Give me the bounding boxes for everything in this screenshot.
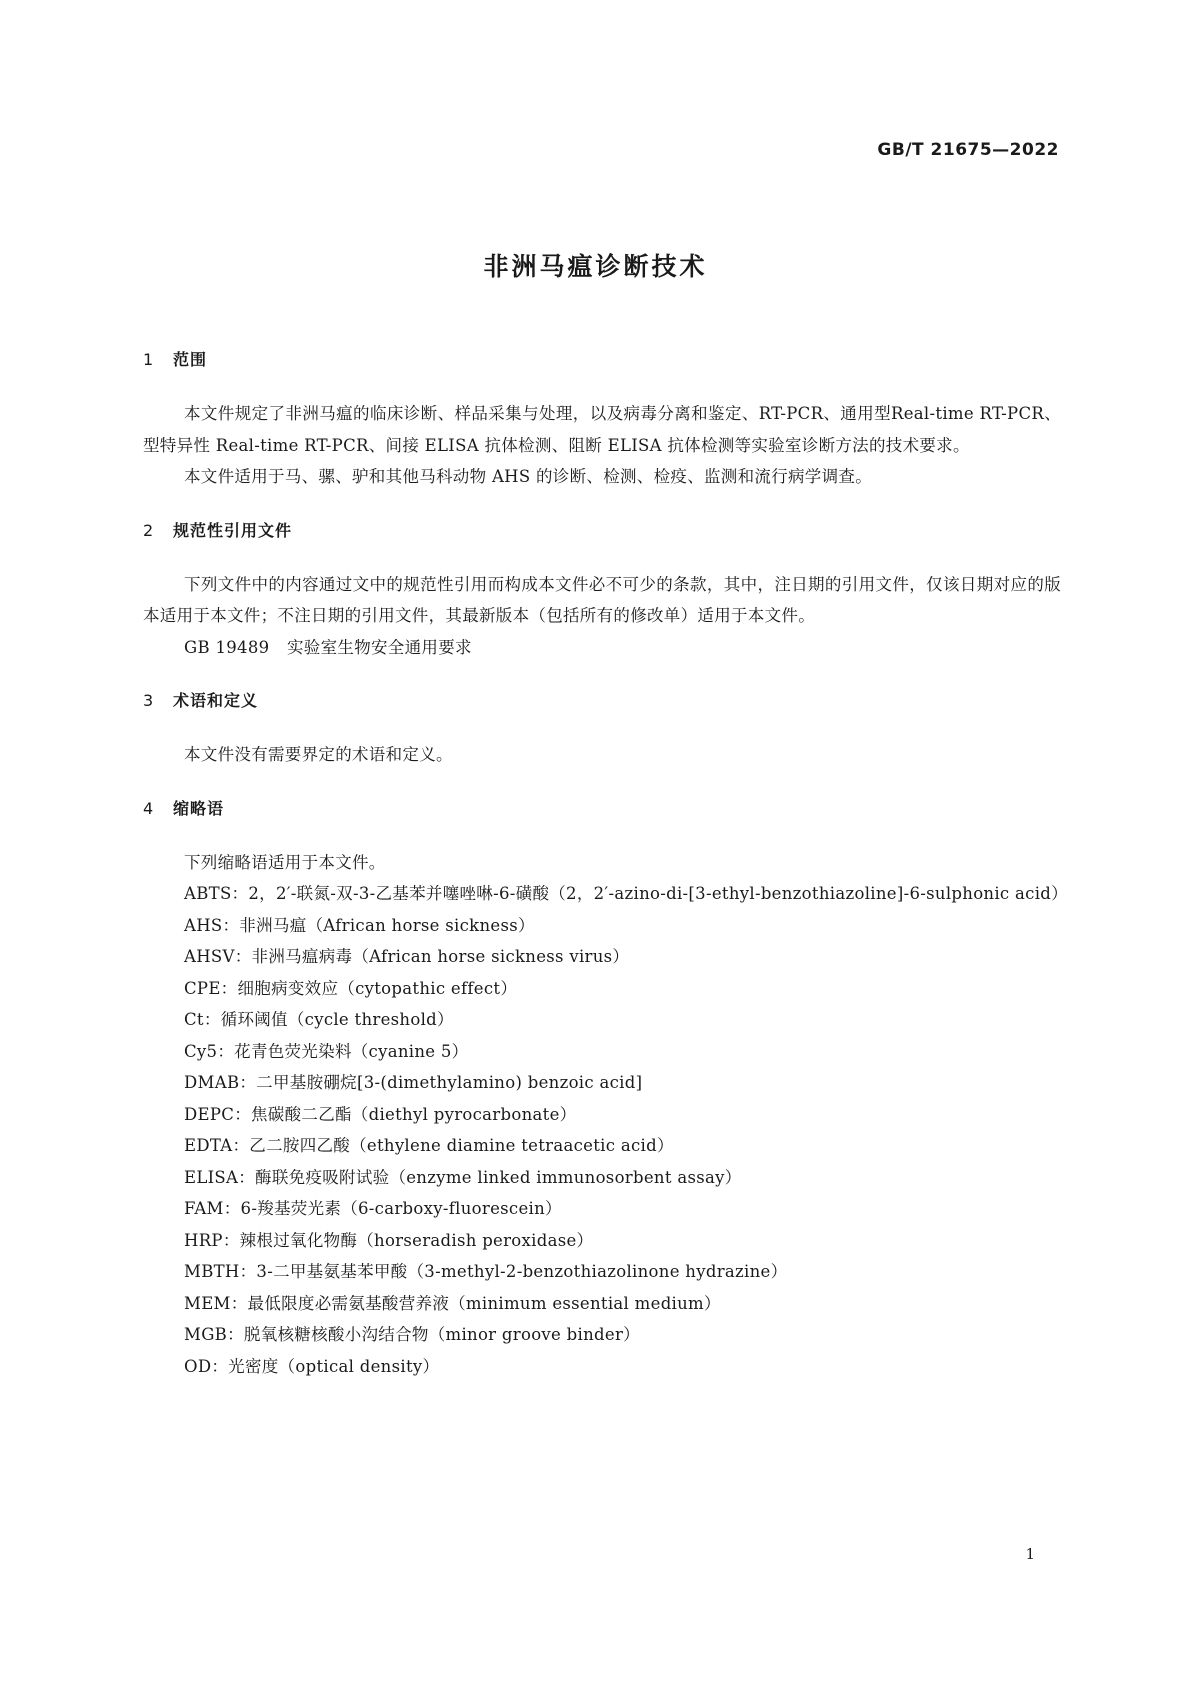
reference-code: GB 19489: [184, 637, 270, 657]
abbreviation-item: AHS：非洲马瘟（African horse sickness）: [184, 915, 535, 935]
document-body: [143, 348, 1068, 1382]
section-number: 3: [143, 691, 155, 710]
paragraph: 下列文件中的内容通过文中的规范性引用而构成本文件必不可少的条款，其中，注日期的引用文件，仅该日期对应的版本适用于本文件；不注日期的引用文件，其最新版本（包括所有的修改单）适用于本文件。: [143, 574, 1061, 625]
document-title: 非洲马瘟诊断技术: [483, 252, 708, 281]
abbreviation-item: Ct：循环阈值（cycle threshold）: [184, 1010, 454, 1029]
paragraph: 本文件适用于马、骡、驴和其他马科动物 AHS 的诊断、检测、检疫、监测和流行病学调查。: [184, 467, 872, 486]
reference-entry: [143, 632, 1061, 664]
section-title: 规范性引用文件: [173, 520, 293, 540]
abbreviation-item: ELISA：酶联免疫吸附试验（enzyme linked immunosorbent assay）: [184, 1167, 742, 1187]
section-heading-abbreviations: [143, 797, 1061, 821]
abbreviation-item: HRP：辣根过氧化物酶（horseradish peroxidase）: [184, 1230, 594, 1250]
abbreviation-item: MBTH：3-二甲基氨基苯甲酸（3-methyl-2-benzothiazolinone hydrazine）: [184, 1262, 788, 1281]
paragraph: 本文件规定了非洲马瘟的临床诊断、样品采集与处理，以及病毒分离和鉴定、RT-PCR、通用型Real-time RT-PCR、型特异性 Real-time RT-PCR、间接 ELISA 抗体检测、阻断 ELISA 抗体检测等实验室诊断方法的技术要求。: [143, 404, 1061, 455]
abbreviation-item: OD：光密度（optical density）: [184, 1356, 440, 1376]
page-number: 1: [1025, 1545, 1035, 1563]
abbreviation-item: Cy5：花青色荧光染料（cyanine 5）: [184, 1041, 469, 1061]
abbreviation-item: EDTA：乙二胺四乙酸（ethylene diamine tetraacetic acid）: [184, 1136, 674, 1155]
abbreviation-item: CPE：细胞病变效应（cytopathic effect）: [184, 978, 518, 998]
standard-code: GB/T 21675—2022: [877, 140, 1059, 160]
section-number: 1: [143, 350, 155, 369]
section-title: 术语和定义: [173, 691, 259, 710]
section-title: 缩略语: [173, 798, 225, 818]
abbreviation-item: AHSV：非洲马瘟病毒（African horse sickness virus）: [184, 947, 630, 966]
section-number: 2: [143, 520, 155, 540]
section-heading-terms: [143, 689, 1061, 713]
abbreviation-item: ABTS：2，2′-联氮-双-3-乙基苯并噻唑啉-6-磺酸（2，2′-azino-di-[3-ethyl-benzothiazoline]-6-sulphonic acid）: [184, 884, 1068, 903]
abbreviation-item: DEPC：焦碳酸二乙酯（diethyl pyrocarbonate）: [184, 1104, 577, 1124]
paragraph: 下列缩略语适用于本文件。: [184, 852, 386, 872]
section-heading-scope: [143, 348, 1061, 372]
abbreviation-item: FAM：6-羧基荧光素（6-carboxy-fluorescein）: [184, 1199, 562, 1218]
section-number: 4: [143, 798, 155, 818]
section-title: 范围: [173, 350, 208, 369]
paragraph: 本文件没有需要界定的术语和定义。: [184, 745, 453, 764]
abbreviation-item: MEM：最低限度必需氨基酸营养液（minimum essential medium）: [184, 1293, 721, 1313]
abbreviation-item: DMAB：二甲基胺硼烷[3-(dimethylamino) benzoic acid]: [184, 1073, 643, 1092]
section-heading-normative-references: [143, 519, 1061, 543]
reference-title: 实验室生物安全通用要求: [287, 637, 472, 657]
abbreviation-item: MGB：脱氧核糖核酸小沟结合物（minor groove binder）: [184, 1325, 640, 1344]
